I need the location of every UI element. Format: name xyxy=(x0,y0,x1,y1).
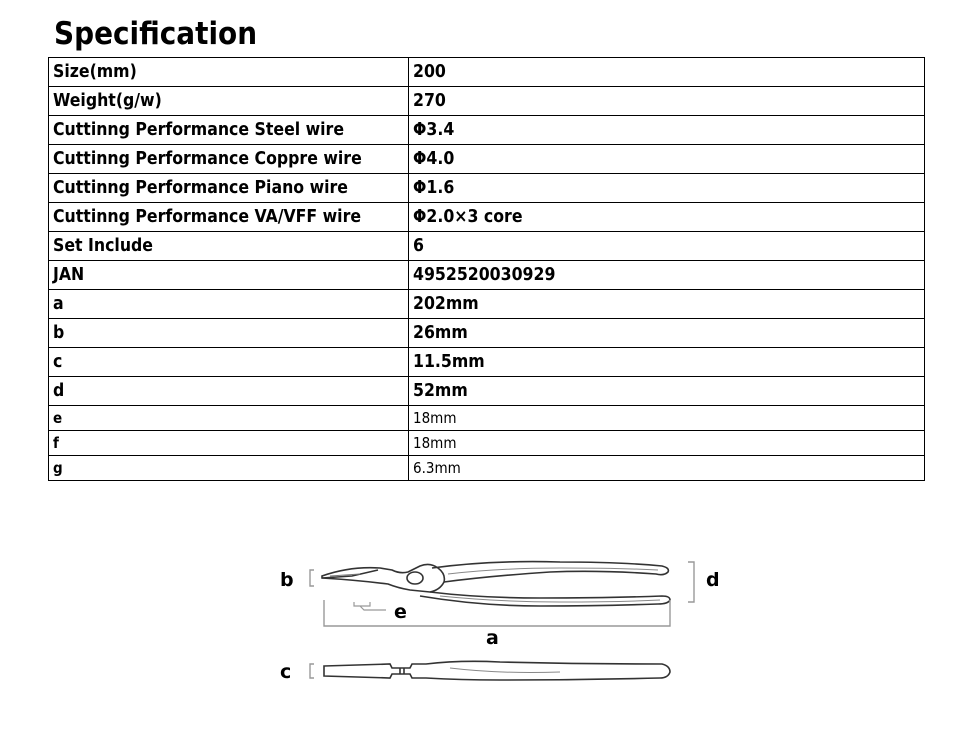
pliers-dimension-diagram xyxy=(260,540,740,700)
table-row xyxy=(49,290,925,319)
spec-value: 6.3mm xyxy=(409,456,925,481)
spec-value: 11.5mm xyxy=(409,348,925,377)
spec-label: Cuttinng Performance Steel wire xyxy=(49,116,409,145)
pliers-top-view xyxy=(322,562,670,606)
dimension-bracket-e xyxy=(354,602,386,610)
spec-label: b xyxy=(49,319,409,348)
dimension-label-a: a xyxy=(486,627,499,649)
table-row xyxy=(49,203,925,232)
spec-label: JAN xyxy=(49,261,409,290)
dimension-label-e: e xyxy=(394,601,407,623)
spec-value: 52mm xyxy=(409,377,925,406)
dimension-label-c: c xyxy=(280,661,292,683)
spec-label: c xyxy=(49,348,409,377)
spec-value: 18mm xyxy=(409,431,925,456)
table-row xyxy=(49,348,925,377)
dimension-label-d: d xyxy=(706,569,720,591)
spec-label: Cuttinng Performance VA/VFF wire xyxy=(49,203,409,232)
spec-label: f xyxy=(49,431,409,456)
spec-value: 6 xyxy=(409,232,925,261)
spec-label: Weight(g/w) xyxy=(49,87,409,116)
table-row xyxy=(49,261,925,290)
dimension-bracket-c xyxy=(310,664,314,678)
specification-table xyxy=(48,57,925,481)
spec-value: 202mm xyxy=(409,290,925,319)
table-row xyxy=(49,406,925,431)
table-row xyxy=(49,232,925,261)
spec-label: g xyxy=(49,456,409,481)
dimension-label-b: b xyxy=(280,569,294,591)
spec-value: 270 xyxy=(409,87,925,116)
spec-value: Φ1.6 xyxy=(409,174,925,203)
dimension-bracket-b xyxy=(310,570,314,586)
spec-label: d xyxy=(49,377,409,406)
table-row xyxy=(49,145,925,174)
pliers-side-view xyxy=(324,661,670,680)
spec-value: Φ4.0 xyxy=(409,145,925,174)
dimension-bracket-d xyxy=(688,562,694,602)
spec-label: a xyxy=(49,290,409,319)
spec-value: 18mm xyxy=(409,406,925,431)
spec-value: 200 xyxy=(409,58,925,87)
spec-label: Size(mm) xyxy=(49,58,409,87)
page-title: Specification xyxy=(54,16,258,52)
table-row xyxy=(49,377,925,406)
spec-value: 26mm xyxy=(409,319,925,348)
spec-label: Cuttinng Performance Piano wire xyxy=(49,174,409,203)
spec-label: Set Include xyxy=(49,232,409,261)
table-row xyxy=(49,174,925,203)
spec-value: 4952520030929 xyxy=(409,261,925,290)
table-row xyxy=(49,456,925,481)
table-row xyxy=(49,116,925,145)
spec-value: Φ3.4 xyxy=(409,116,925,145)
table-row xyxy=(49,319,925,348)
table-row xyxy=(49,87,925,116)
table-row xyxy=(49,431,925,456)
spec-value: Φ2.0×3 core xyxy=(409,203,925,232)
dimension-bracket-a xyxy=(324,600,670,626)
spec-label: e xyxy=(49,406,409,431)
spec-label: Cuttinng Performance Coppre wire xyxy=(49,145,409,174)
table-row xyxy=(49,58,925,87)
